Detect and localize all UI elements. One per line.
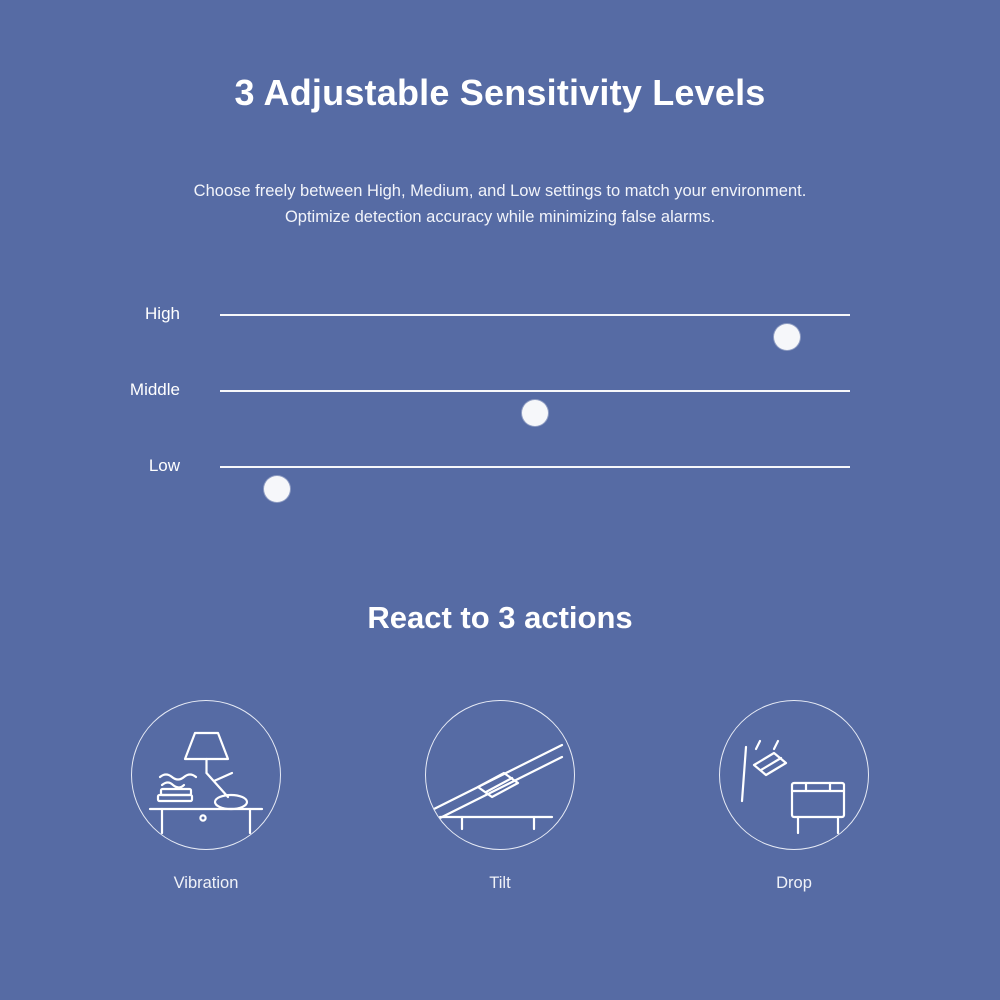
slider-label-middle: Middle: [129, 380, 180, 399]
tilted-package-icon: [426, 701, 574, 849]
action-list: [0, 700, 1000, 893]
slider-track-middle[interactable]: [220, 390, 850, 392]
action-label-drop: Drop: [776, 874, 812, 892]
lamp-vibration-icon: [132, 701, 280, 849]
slider-label-high: High: [145, 304, 180, 323]
page-title: 3 Adjustable Sensitivity Levels: [234, 72, 766, 113]
action-circle-drop: [719, 700, 869, 850]
slider-knob-middle[interactable]: [522, 400, 548, 426]
action-item-vibration: [131, 700, 281, 893]
slider-row-high: [0, 292, 1000, 368]
subtitle-line-2: Optimize detection accuracy while minimizing false alarms.: [284, 208, 716, 226]
sensitivity-sliders: [0, 292, 1000, 520]
action-circle-tilt: [425, 700, 575, 850]
page-subtitle: [0, 178, 1000, 230]
slider-row-low: [0, 444, 1000, 520]
slider-label-low: Low: [148, 456, 180, 475]
section-title: React to 3 actions: [367, 600, 633, 635]
slider-knob-low[interactable]: [264, 476, 290, 502]
action-circle-vibration: [131, 700, 281, 850]
action-item-tilt: [425, 700, 575, 893]
falling-package-icon: [720, 701, 868, 849]
slider-row-middle: [0, 368, 1000, 444]
slider-track-low[interactable]: [220, 466, 850, 468]
subtitle-line-1: Choose freely between High, Medium, and Low settings to match your environment.: [193, 182, 807, 200]
action-label-tilt: Tilt: [489, 874, 511, 892]
slider-knob-high[interactable]: [774, 324, 800, 350]
action-item-drop: [719, 700, 869, 893]
action-label-vibration: Vibration: [173, 874, 239, 892]
slider-track-high[interactable]: [220, 314, 850, 316]
